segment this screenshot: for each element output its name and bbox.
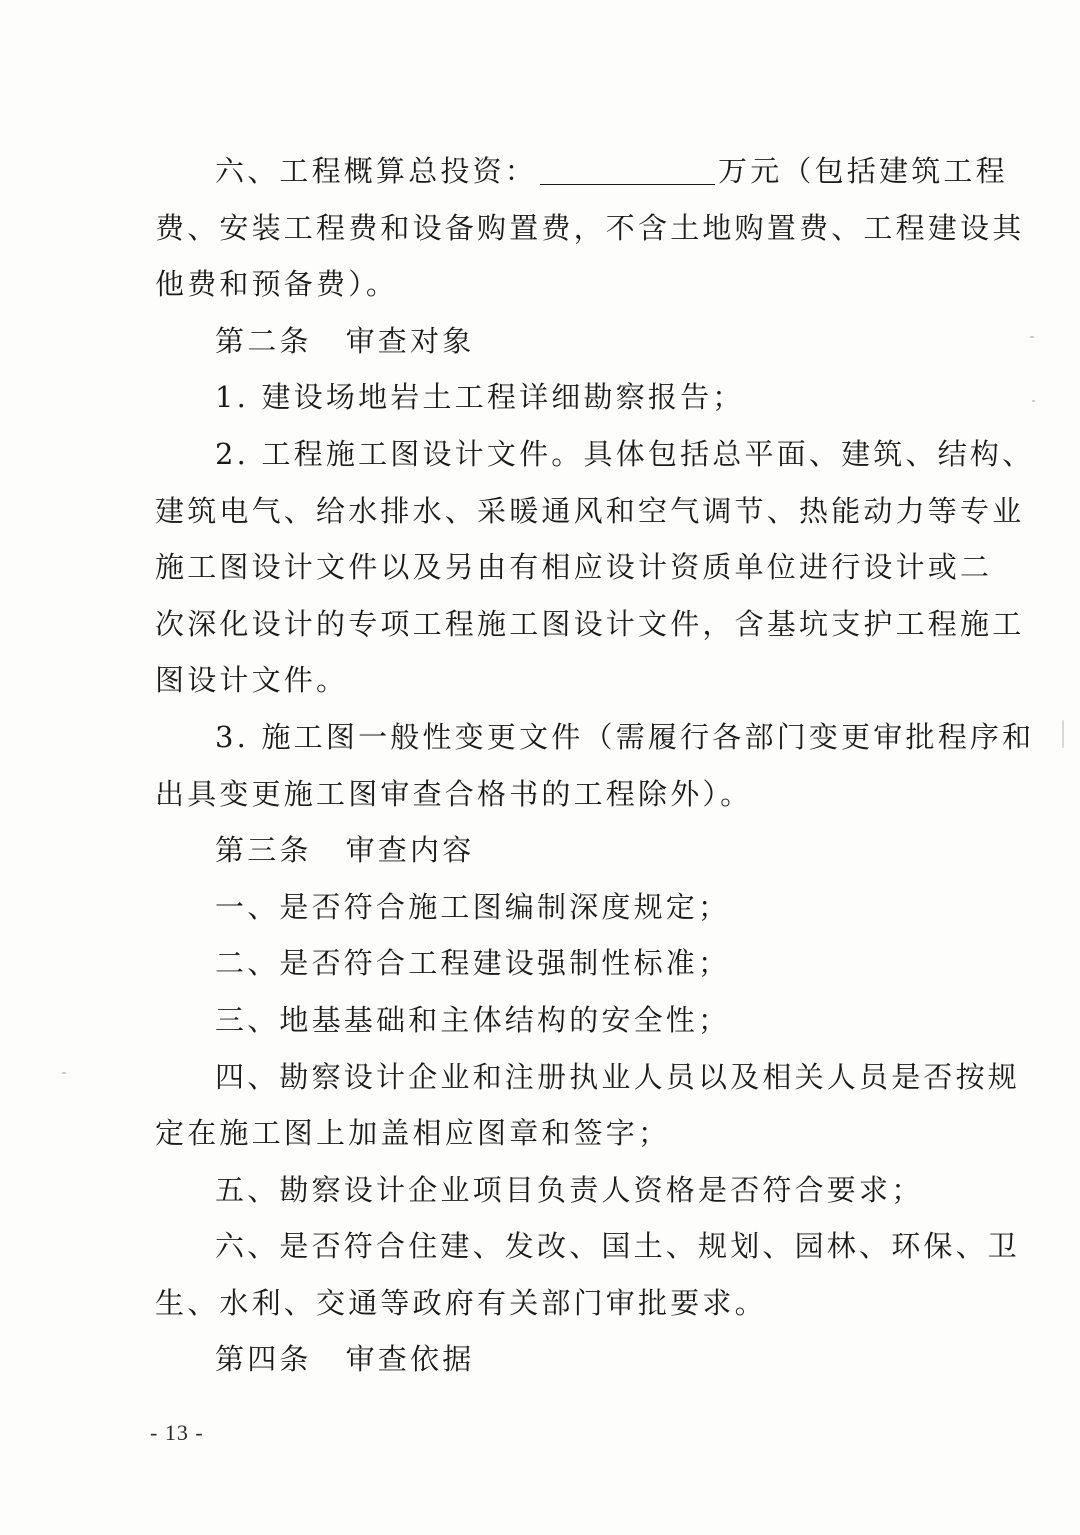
section6-line-1 bbox=[155, 143, 1008, 200]
object-item-2-line-4: 次深化设计的专项工程施工图设计文件，含基坑支护工程施工 bbox=[155, 606, 1025, 641]
section6-line-3: 他费和预备费）。 bbox=[155, 267, 399, 302]
object-item-2-line-1: 2. 工程施工图设计文件。具体包括总平面、建筑、结构、 bbox=[215, 436, 1035, 471]
article-2-label: 第二条 bbox=[215, 323, 312, 358]
article-3-label: 第三条 bbox=[215, 833, 312, 868]
article-2-heading bbox=[155, 313, 935, 370]
article-4-label: 第四条 bbox=[215, 1342, 312, 1377]
object-item-3-line-1: 3. 施工图一般性变更文件（需履行各部门变更审批程序和 bbox=[215, 719, 1035, 754]
document-body bbox=[155, 143, 1035, 1388]
article-4-title: 审查依据 bbox=[345, 1342, 475, 1377]
object-item-2-line-3: 施工图设计文件以及另由有相应设计资质单位进行设计或二 bbox=[155, 550, 993, 585]
page-number: - 13 - bbox=[150, 1420, 204, 1445]
content-item-6-line-1: 六、是否符合住建、发改、国土、规划、园林、环保、卫 bbox=[215, 1229, 1021, 1264]
investment-amount-blank bbox=[540, 152, 715, 185]
object-item-2-line-5: 图设计文件。 bbox=[155, 663, 349, 698]
object-item-1: 1. 建设场地岩土工程详细勘察报告； bbox=[215, 380, 745, 415]
content-item-6-line-2: 生、水利、交通等政府有关部门审批要求。 bbox=[155, 1285, 767, 1320]
scan-speck bbox=[1030, 336, 1034, 338]
content-item-1: 一、是否符合施工图编制深度规定； bbox=[215, 889, 731, 924]
article-3-heading bbox=[155, 822, 935, 879]
scan-speck bbox=[1032, 400, 1035, 402]
content-item-4-line-1: 四、勘察设计企业和注册执业人员以及相关人员是否按规 bbox=[215, 1059, 1021, 1094]
scan-speck bbox=[62, 1072, 66, 1074]
section6-line-2: 费、安装工程费和设备购置费，不含土地购置费、工程建设其 bbox=[155, 210, 1025, 245]
scan-speck bbox=[1062, 720, 1064, 748]
object-item-2-line-2: 建筑电气、给水排水、采暖通风和空气调节、热能动力等专业 bbox=[155, 493, 1025, 528]
content-item-5: 五、勘察设计企业项目负责人资格是否符合要求； bbox=[215, 1172, 924, 1207]
article-2-title: 审查对象 bbox=[345, 323, 475, 358]
section6-suffix: 万元（包括建筑工程 bbox=[718, 154, 1008, 188]
content-item-2: 二、是否符合工程建设强制性标准； bbox=[215, 946, 731, 981]
object-item-3-line-2: 出具变更施工图审查合格书的工程除外）。 bbox=[155, 776, 753, 811]
section6-prefix: 六、工程概算总投资： bbox=[215, 154, 538, 188]
article-4-heading bbox=[155, 1331, 935, 1388]
content-item-3: 三、地基基础和主体结构的安全性； bbox=[215, 1002, 731, 1037]
content-item-4-line-2: 定在施工图上加盖相应图章和签字； bbox=[155, 1116, 671, 1151]
article-3-title: 审查内容 bbox=[345, 833, 475, 868]
